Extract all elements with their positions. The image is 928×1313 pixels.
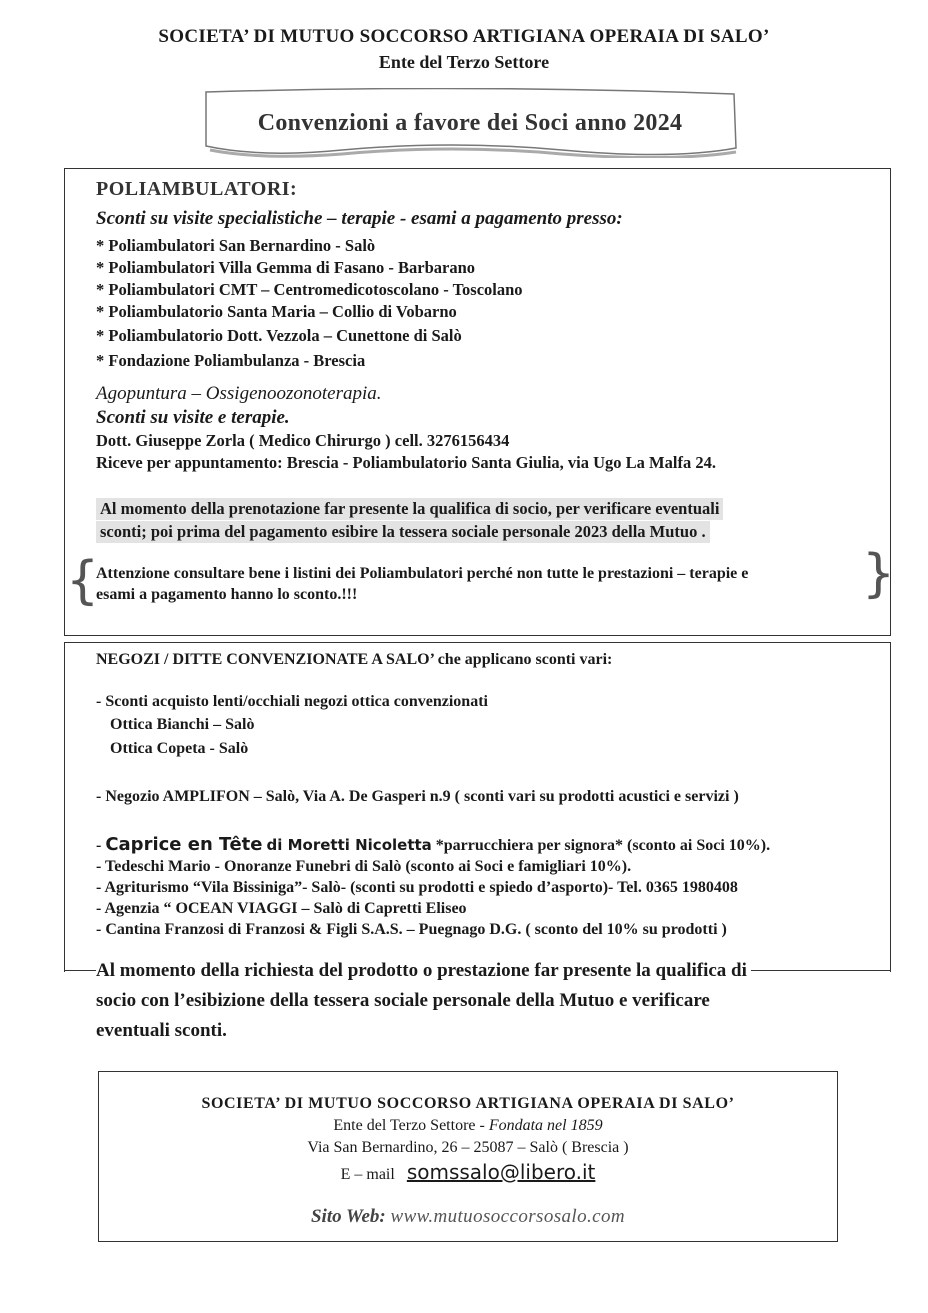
web-link[interactable]: www.mutuosoccorsosalo.com <box>390 1206 625 1227</box>
list-item: * Fondazione Poliambulanza - Brescia <box>96 351 366 370</box>
caprice-item <box>96 834 770 855</box>
list-item: - Tedeschi Mario - Onoranze Funebri di Salò (sconto ai Soci e famigliari 10%). <box>96 858 632 875</box>
poliambulatori-title: POLIAMBULATORI: <box>96 178 298 200</box>
footer-email-row <box>98 1160 838 1184</box>
list-item: * Poliambulatori San Bernardino - Salò <box>96 236 376 255</box>
list-item: - Cantina Franzosi di Franzosi & Figli S.A.S. – Puegnago D.G. ( sconto del 10% su prodotti ) <box>96 921 727 938</box>
footer-ente-label: Ente del Terzo Settore - <box>333 1117 489 1134</box>
footer-founded: Fondata nel 1859 <box>488 1117 603 1134</box>
booking-note-line: Al momento della prenotazione far presente la qualifica di socio, per verificare eventuali <box>96 498 723 520</box>
closing-note-line: socio con l’esibizione della tessera sociale personale della Mutuo e verificare <box>96 990 710 1011</box>
closing-note-line: eventuali sconti. <box>96 1020 227 1041</box>
list-item: * Poliambulatorio Dott. Vezzola – Cunettone di Salò <box>96 326 462 345</box>
footer-org-name: SOCIETA’ DI MUTUO SOCCORSO ARTIGIANA OPERAIA DI SALO’ <box>201 1095 735 1112</box>
caprice-name: Caprice en Tête <box>105 834 263 855</box>
reception-info: Riceve per appuntamento: Brescia - Poliambulatorio Santa Giulia, via Ugo La Malfa 24. <box>96 453 716 472</box>
negozi-title: NEGOZI / DITTE CONVENZIONATE A SALO’ che applicano sconti vari: <box>96 651 613 668</box>
web-label: Sito Web: <box>310 1206 386 1227</box>
caprice-details: *parrucchiera per signora* (sconto ai Soci 10%). <box>435 837 771 854</box>
left-brace-icon: { <box>66 551 100 611</box>
list-item: - Agenzia “ OCEAN VIAGGI – Salò di Capretti Eliseo <box>96 900 467 917</box>
attention-note-line: esami a pagamento hanno lo sconto.!!! <box>96 586 358 603</box>
header-subtitle: Ente del Terzo Settore <box>378 52 550 72</box>
list-item: * Poliambulatori Villa Gemma di Fasano - Barbarano <box>96 258 476 277</box>
email-link[interactable]: somssalo@libero.it <box>406 1160 596 1184</box>
email-label: E – mail <box>340 1166 395 1183</box>
list-item: Ottica Bianchi – Salò <box>110 716 255 733</box>
header-org-name: SOCIETA’ DI MUTUO SOCCORSO ARTIGIANA OPERAIA DI SALO’ <box>158 26 770 47</box>
ottica-header: - Sconti acquisto lenti/occhiali negozi ottica convenzionati <box>96 693 488 710</box>
footer-address: Via San Bernardino, 26 – 25087 – Salò ( Brescia ) <box>307 1139 629 1156</box>
poliambulatori-subtitle: Sconti su visite specialistiche – terapie - esami a pagamento presso: <box>96 208 623 229</box>
list-item: Ottica Copeta - Salò <box>110 740 249 757</box>
list-item: - Agriturismo “Vila Bissiniga”- Salò- (sconti su prodotti e spiedo d’asporto)- Tel. 0365 1980408 <box>96 879 738 896</box>
banner-title: Convenzioni a favore dei Soci anno 2024 <box>257 110 683 136</box>
booking-note-line: sconti; poi prima del pagamento esibire la tessera sociale personale 2023 della Mutuo . <box>96 521 710 543</box>
list-item: * Poliambulatorio Santa Maria – Collio di Vobarno <box>96 302 457 321</box>
agopuntura-subtitle: Sconti su visite e terapie. <box>96 407 290 428</box>
closing-note-line: Al momento della richiesta del prodotto o prestazione far presente la qualifica di <box>96 960 751 982</box>
footer-ente <box>98 1117 838 1135</box>
caprice-owner: di Moretti Nicoletta <box>266 836 432 854</box>
amplifon-item: - Negozio AMPLIFON – Salò, Via A. De Gasperi n.9 ( sconti vari su prodotti acustici e servizi ) <box>96 788 739 805</box>
agopuntura-title: Agopuntura – Ossigenoozonoterapia. <box>96 383 382 404</box>
caprice-dash: - <box>96 837 106 854</box>
attention-note-line: Attenzione consultare bene i listini dei Poliambulatori perché non tutte le prestazioni – terapie e <box>96 565 749 582</box>
list-item: * Poliambulatori CMT – Centromedicotoscolano - Toscolano <box>96 280 523 299</box>
footer-web-row <box>98 1206 838 1228</box>
doctor-contact: Dott. Giuseppe Zorla ( Medico Chirurgo ) cell. 3276156434 <box>96 431 510 450</box>
right-brace-icon: } <box>862 544 896 604</box>
